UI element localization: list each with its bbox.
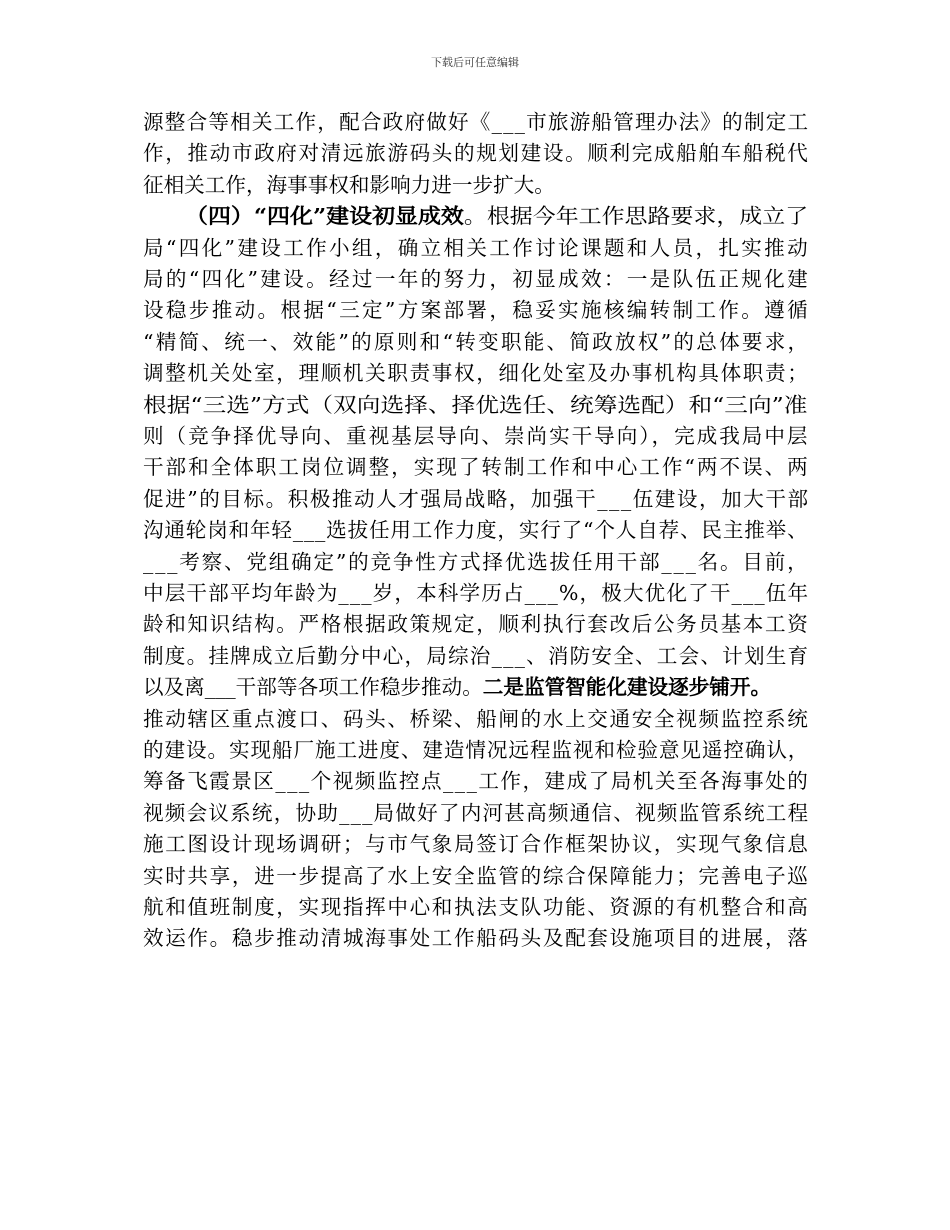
page-header: 下载后可任意编辑 xyxy=(431,56,519,69)
text-line xyxy=(143,421,809,451)
text-segment: 根据“三选”方式（双向选择、择优选任、统筹选配）和“三向”准 xyxy=(143,392,808,417)
bold-text: 二是监管智能化建设逐步铺开。 xyxy=(482,675,772,700)
text-line xyxy=(143,264,810,294)
text-line xyxy=(143,892,809,922)
bold-text: （四）“四化”建设初显成效 xyxy=(185,204,464,229)
text-segment: 的建设。实现船厂施工进度、建造情况远程监视和检验意见遥控确认， xyxy=(143,738,810,762)
text-line xyxy=(143,829,809,859)
text-line xyxy=(143,390,807,420)
text-line xyxy=(143,138,809,168)
text-segment: 视频会议系统，协助___局做好了内河甚高频通信、视频监管系统工程 xyxy=(143,800,810,825)
text-segment: 筹备飞霞景区___个视频监控点___工作，建成了局机关至各海事处的 xyxy=(143,769,810,794)
text-segment: 中层干部平均年龄为___岁，本科学历占___%，极大优化了干___伍年 xyxy=(143,581,810,605)
text-segment: 实时共享，进一步提高了水上安全监管的综合保障能力；完善电子巡 xyxy=(143,863,810,888)
text-line xyxy=(143,515,808,545)
text-segment: 局“四化”建设工作小组，确立相关工作讨论课题和人员，扎实推动 xyxy=(143,235,810,260)
text-line xyxy=(143,484,810,514)
text-segment: 则（竞争择优导向、重视基层导向、崇尚实干导向），完成我局中层 xyxy=(143,424,810,448)
text-segment: 设稳步推动。根据“三定”方案部署，稳妥实施核编转制工作。遵循 xyxy=(143,298,810,323)
text-line xyxy=(143,170,555,200)
text-segment: 局的“四化”建设。经过一年的努力，初显成效：一是队伍正规化建 xyxy=(143,267,810,291)
text-line xyxy=(143,798,809,828)
text-line xyxy=(143,923,809,953)
text-segment: 推动辖区重点渡口、码头、桥梁、船闸的水上交通安全视频监控系统 xyxy=(143,706,810,731)
text-segment: 作，推动市政府对清远旅游码头的规划建设。顺利完成船舶车船税代 xyxy=(143,141,810,166)
text-line xyxy=(185,201,808,231)
text-segment: 。根据今年工作思路要求，成立了 xyxy=(463,204,809,229)
text-segment: 制度。挂牌成立后勤分中心，局综治___、消防安全、工会、计划生育 xyxy=(143,643,810,668)
text-segment: 调整机关处室，理顺机关职责事权，细化处室及办事机构具体职责； xyxy=(143,361,810,386)
text-line xyxy=(143,609,809,639)
text-segment: 以及离___干部等各项工作稳步推动。 xyxy=(143,675,483,700)
text-line xyxy=(143,107,809,137)
text-line xyxy=(143,547,810,577)
text-segment: 效运作。稳步推动清城海事处工作船码头及配套设施项目的进展，落 xyxy=(143,926,810,951)
text-line xyxy=(143,327,810,357)
text-line xyxy=(143,735,809,765)
text-segment: 施工图设计现场调研；与市气象局签订合作框架协议，实现气象信息 xyxy=(143,832,810,857)
text-segment: “精简、统一、效能”的原则和“转变职能、简政放权”的总体要求， xyxy=(143,329,811,354)
text-line xyxy=(143,861,809,891)
text-segment: 干部和全体职工岗位调整，实现了转制工作和中心工作“两不误、两 xyxy=(143,455,810,480)
text-line xyxy=(143,672,771,702)
text-line xyxy=(143,641,809,671)
text-line xyxy=(143,452,810,482)
text-line xyxy=(143,233,810,263)
text-line xyxy=(143,704,809,734)
text-segment: 龄和知识结构。严格根据政策规定，顺利执行套改后公务员基本工资 xyxy=(143,612,810,637)
text-line xyxy=(143,578,809,608)
text-segment: 沟通轮岗和年轻___选拔任用工作力度，实行了“个人自荐、民主推举、 xyxy=(143,518,809,543)
text-segment: 航和值班制度，实现指挥中心和执法支队功能、资源的有机整合和高 xyxy=(143,895,810,919)
text-line xyxy=(143,766,809,796)
text-segment: 源整合等相关工作，配合政府做好《___市旅游船管理办法》的制定工 xyxy=(143,110,810,134)
text-line xyxy=(143,295,810,325)
text-segment: ___考察、党组确定”的竞争性方式择优选拔任用干部___名。目前， xyxy=(143,549,810,574)
text-segment: 促进”的目标。积极推动人才强局战略，加强干___伍建设，加大干部 xyxy=(143,486,810,511)
text-line xyxy=(143,358,809,388)
text-segment: 征相关工作，海事事权和影响力进一步扩大。 xyxy=(143,172,555,197)
